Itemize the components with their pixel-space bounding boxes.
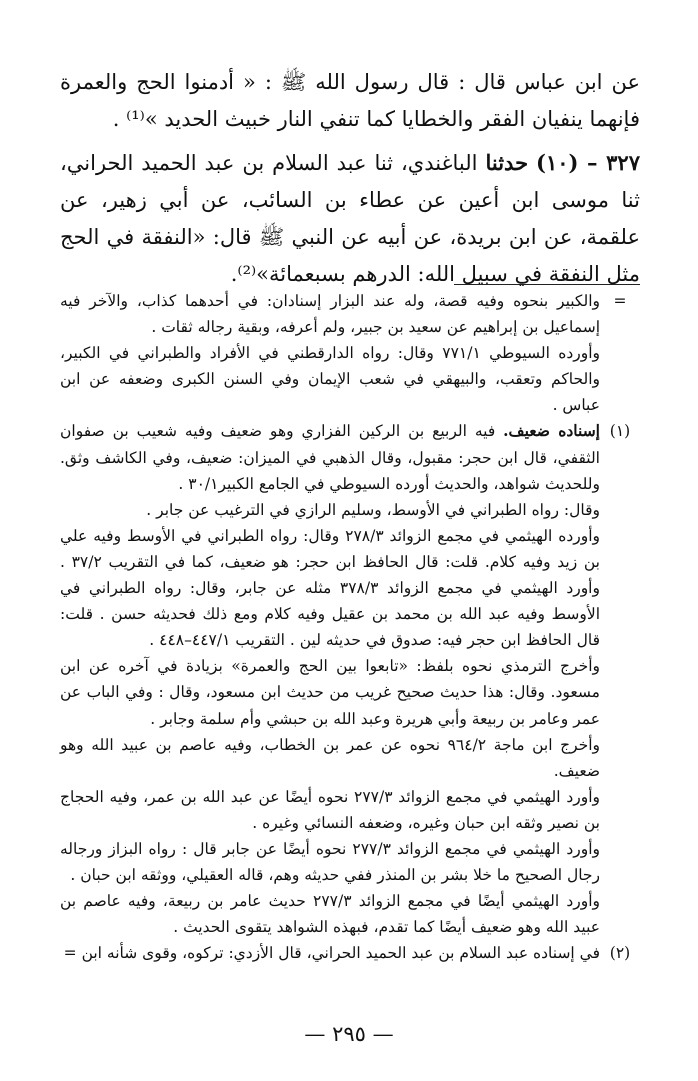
continuation-mark: = <box>613 292 627 310</box>
footnote-paragraph: وأورد الهيثمي في مجمع الزوائد ٢٧٧/٣ نحوه أيضًا عن عبد الله بن عمر، وفيه الحجاج بن نصير وثقه ابن حبان وغيره، وضعفه النسائي وغيره . <box>60 787 600 832</box>
footnote-2 <box>60 940 640 966</box>
footnote-1 <box>60 418 640 940</box>
footnote-paragraph: وأخرج ابن ماجة ٩٦٤/٢ نحوه عن عمر بن الخطاب، وفيه عاصم بن عبيد الله وهو ضعيف. <box>60 735 600 780</box>
footnote-paragraph: وأورد الهيثمي في مجمع الزوائد ٢٧٧/٣ نحوه أيضًا عن جابر قال : رواه البزاز ورجاله رجال الصحيح ما خلا بشر بن المنذر ففي حديثه وهم، قاله العقيلي، ووثقه ابن حبان . <box>60 839 600 885</box>
footnote-2-marker: (٢) <box>609 944 631 963</box>
footnote-continuation-body <box>60 288 600 418</box>
footnote-paragraph: وأورده الهيثمي في مجمع الزوائد ٢٧٨/٣ وقال: رواه الطبراني في الأوسط وفيه علي بن زيد وفيه كلام. قلت: قال الحافظ ابن حجر: هو ضعيف، كما في التقريب ٣٧/٢ . وأورد الهيثمي في مجمع الزوائد ٣٧٨/٣ مثله عن جابر، وقال: رواه الطبراني في الأوسط وفيه عبد الله بن محمد بن عقيل وفيه كلام ومع ذلك فحديثه حسن . قلت: قال الحافظ ابن حجر فيه: صدوق في حديثه لين . التقريب ٤٤٧/١–٤٤٨ . <box>60 526 600 650</box>
hadith-326-ending: عن ابن عباس قال : قال رسول الله ﷺ : « أدمنوا الحج والعمرة فإنهما ينفيان الفقر والخطايا كما تنفي النار خبيث الحديد »⁽¹⁾ . <box>60 70 640 131</box>
footnote-paragraph: وأورده السيوطي ٧٧١/١ وقال: رواه الدارقطني في الأفراد والطبراني في الكبير، والحاكم وتعقب، والبيهقي في شعب الإيمان وفي السنن الكبرى وضعفه عن ابن عباس . <box>60 344 601 415</box>
footnote-text: فيه الربيع بن الركين الفزاري وهو ضعيف وفيه شعيب بن صفوان الثقفي، قال ابن حجر: مقبول، وقال الذهبي في الميزان: ضعيف، وفي الكاشف وثق. وللحديث شواهد، والحديث أورده السيوطي في الجامع الكبير٣٠/١ . <box>60 422 600 493</box>
page-number: — ٢٩٥ — <box>304 1022 394 1046</box>
hadith-text: الباغندي، ثنا عبد السلام بن عبد الحميد الحراني، ثنا موسى ابن أعين عن عطاء بن السائب، عن أبي زهير، عن علقمة، عن ابن بريدة، عن أبيه عن النبي ﷺ قال: «النفقة في الحج مثل النفقة في سبيل الله: الدرهم بسبعمائة»⁽²⁾. <box>60 151 640 286</box>
footnote-continuation <box>60 288 640 418</box>
hadith-lead-word: حدثنا <box>485 150 529 175</box>
main-text <box>60 64 640 293</box>
hadith-number: ٣٢٧ – (١٠) <box>536 150 640 175</box>
footnote-paragraph: وقال: رواه الطبراني في الأوسط، وسليم الرازي في الترغيب عن جابر . <box>146 500 600 519</box>
footnote-paragraph <box>60 418 600 496</box>
footnote-separator <box>454 284 640 285</box>
footnote-paragraph: والكبير بنحوه وفيه قصة، وله عند البزار إسنادان: في أحدهما كذاب، والآخر فيه إسماعيل بن إبراهيم عن سعيد بن جبير، ولم أعرفه، وبقية رجاله ثقات . <box>60 292 600 337</box>
footnote-1-marker: (١) <box>609 422 631 441</box>
footnote-1-body <box>60 418 600 940</box>
footnote-2-body <box>60 940 600 966</box>
hadith-327 <box>60 144 640 293</box>
isnad-grade: إسناده ضعيف. <box>503 421 600 441</box>
footnote-paragraph: وأخرج الترمذي نحوه بلفظ: «تابعوا بين الحج والعمرة» بزيادة في آخره عن ابن مسعود. وقال: هذا حديث صحيح غريب من حديث ابن مسعود، وقال : وفي الباب عن عمر وعامر بن ربيعة وأبي هريرة وعبد الله بن حبشي وأم سلمة وجابر . <box>60 657 600 728</box>
footnote-paragraph: وأورد الهيثمي أيضًا في مجمع الزوائد ٢٧٧/٣ حديث عامر بن ربيعة، وفيه عاصم بن عبيد الله وهو ضعيف أيضًا كما تقدم، فبهذه الشواهد يتقوى الحديث . <box>60 892 600 937</box>
footnote-paragraph: في إسناده عبد السلام بن عبد الحميد الحراني، قال الأزدي: تركوه، وقوى شأنه ابن = <box>63 944 600 963</box>
footnotes <box>60 288 640 966</box>
